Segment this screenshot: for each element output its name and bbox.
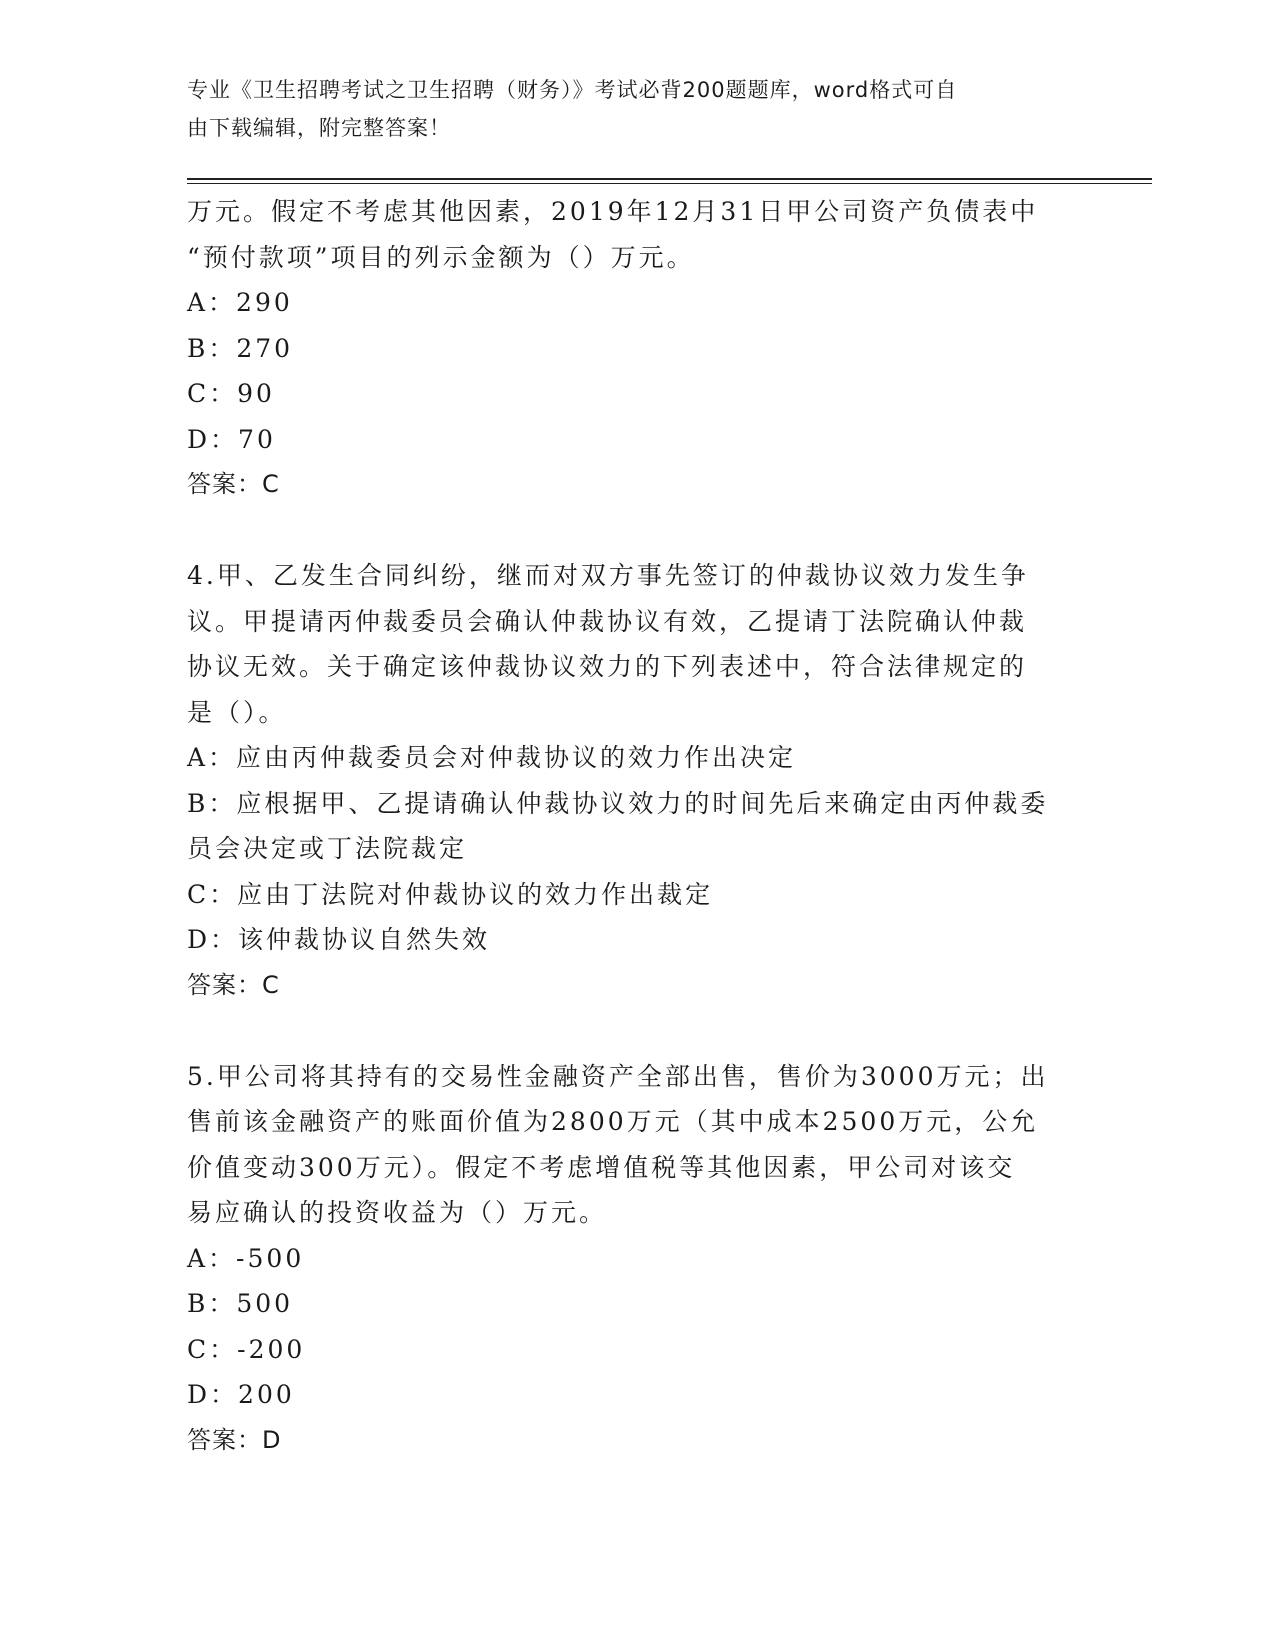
option-b: B：应根据甲、乙提请确认仲裁协议效力的时间先后来确定由丙仲裁委 [187, 788, 1049, 818]
option-d: D：该仲裁协议自然失效 [187, 925, 491, 954]
header-rule-thin [187, 183, 1152, 184]
option-d: D：70 [187, 424, 276, 454]
question-text-line: 售前该金融资产的账面价值为2800万元（其中成本2500万元，公允 [187, 1107, 1039, 1136]
question-text-line: 5.甲公司将其持有的交易性金融资产全部出售，售价为3000万元；出 [187, 1061, 1049, 1091]
option-a: A：290 [187, 288, 293, 317]
header-line-2: 由下载编辑，附完整答案！ [187, 116, 451, 140]
document-body [187, 189, 1087, 1463]
option-d: D：200 [187, 1380, 295, 1409]
option-b: B：500 [187, 1289, 294, 1318]
question-5 [187, 1054, 1087, 1464]
document-header [187, 71, 1067, 147]
question-text-line: 协议无效。关于确定该仲裁协议效力的下列表述中，符合法律规定的 [187, 652, 1028, 681]
question-text-line: 价值变动300万元）。假定不考虑增值税等其他因素，甲公司对该交 [187, 1152, 1016, 1182]
question-text-line: 议。甲提请丙仲裁委员会确认仲裁协议有效，乙提请丁法院确认仲裁 [187, 606, 1028, 636]
question-text-line: “预付款项”项目的列示金额为（）万元。 [187, 242, 695, 272]
question-3-continued [187, 189, 1087, 508]
option-a: A：-500 [187, 1243, 305, 1273]
header-rule-thick [187, 178, 1152, 180]
question-text-line: 万元。假定不考虑其他因素，2019年12月31日甲公司资产负债表中 [187, 197, 1039, 226]
spacer [187, 508, 1087, 554]
option-c: C：-200 [187, 1334, 306, 1364]
question-text-line: 是（）。 [187, 697, 287, 727]
header-line-1: 专业《卫生招聘考试之卫生招聘（财务）》考试必背200题题库，word格式可自 [187, 78, 958, 102]
option-c: C：应由丁法院对仲裁协议的效力作出裁定 [187, 879, 714, 909]
option-a: A：应由丙仲裁委员会对仲裁协议的效力作出决定 [187, 743, 797, 772]
answer-line: 答案：C [187, 470, 280, 498]
question-text-line: 易应确认的投资收益为（）万元。 [187, 1198, 608, 1227]
question-text-line: 4.甲、乙发生合同纠纷，继而对双方事先签订的仲裁协议效力发生争 [187, 561, 1029, 590]
spacer [187, 1008, 1087, 1054]
option-b-continued: 员会决定或丁法院裁定 [187, 834, 468, 863]
answer-line: 答案：C [187, 970, 280, 999]
option-c: C：90 [187, 379, 275, 408]
option-b: B：270 [187, 333, 294, 363]
answer-line: 答案：D [187, 1425, 282, 1454]
question-4 [187, 553, 1087, 1008]
